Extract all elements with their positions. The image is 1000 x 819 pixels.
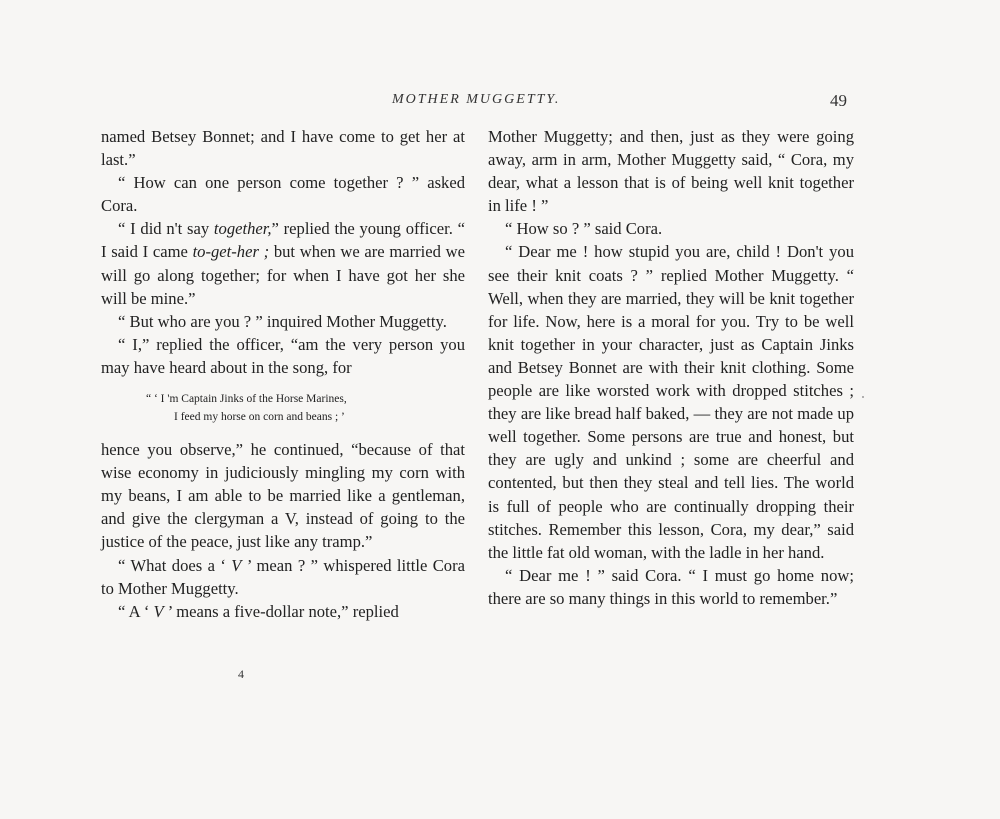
paragraph: “ How can one person come together ? ” asked Cora. xyxy=(101,173,465,216)
paragraph: “ Dear me ! ” said Cora. “ I must go home now; there are so many things in this world to remember.” xyxy=(488,565,854,608)
left-column xyxy=(101,125,465,623)
text-run: ” replied the young officer. “ I said I came xyxy=(101,219,466,262)
paragraph: Mother Muggetty; and then, just as they were going away, arm in arm, Mother Muggetty said, “ Cora, my dear, what a lesson that is of being well knit together in life ! ” xyxy=(488,127,854,216)
paragraph: “ I,” replied the officer, “am the very person you may have heard about in the song, for xyxy=(101,334,465,377)
text-run: but when we are married we will go along together; for when I have got her she will be mine.” xyxy=(101,242,465,308)
verse-quote xyxy=(101,390,465,426)
paragraph: “ How so ? ” said Cora. xyxy=(505,219,663,239)
italic-text: together, xyxy=(213,219,272,239)
italic-text: to-get-her ; xyxy=(192,242,270,262)
text-run: “ A ‘ xyxy=(118,601,154,621)
italic-text: V xyxy=(153,601,164,621)
paragraph: hence you observe,” he continued, “because of that wise economy in judiciously mingling my corn with my beans, I am able to be married like a gentleman, and give the clergyman a V, instead of going to the justice of the peace, just like any tramp.” xyxy=(101,440,465,552)
verse-line: I feed my horse on corn and beans ; ’ xyxy=(174,411,345,424)
verse-line: “ ‘ I 'm Captain Jinks of the Horse Marines, xyxy=(146,393,347,406)
text-run: ’ mean ? ” whispered little Cora to Mother Muggetty. xyxy=(101,555,465,598)
page-number: 49 xyxy=(830,91,847,110)
text-run: “ I did n't say xyxy=(118,219,214,239)
running-title: MOTHER MUGGETTY. xyxy=(392,92,561,107)
paragraph: “ But who are you ? ” inquired Mother Muggetty. xyxy=(118,311,447,331)
paragraph xyxy=(101,600,465,623)
paragraph xyxy=(101,554,465,600)
italic-text: V xyxy=(231,555,242,575)
paragraph: named Betsey Bonnet; and I have come to get her at last.” xyxy=(101,127,465,170)
paragraph: “ Dear me ! how stupid you are, child ! Don't you see their knit coats ? ” replied Mother Muggetty. “ Well, when they are married, they will be knit together for life. Now, here is a moral for you. Try to be well knit together in your character, just as Captain Jinks and Betsey Bonnet are with their knit clothing. Some people are like worsted work with dropped stitches ; they are like bread half baked, — they are not made up well together. Some persons are true and honest, but they are ugly and unkind ; some are cheerful and contented, but then they steal and tell lies. The world is full of people who are continually dropping their stitches. Remember this lesson, Cora, my dear,” said the little fat old woman, with the ladle in her hand. xyxy=(488,242,854,562)
signature-mark: 4 xyxy=(238,667,244,681)
text-run: “ What does a ‘ xyxy=(118,555,232,575)
paper-speck xyxy=(862,396,864,398)
right-column xyxy=(488,125,854,610)
text-run: ’ means a five-dollar note,” replied xyxy=(163,601,399,621)
paragraph xyxy=(101,217,465,309)
